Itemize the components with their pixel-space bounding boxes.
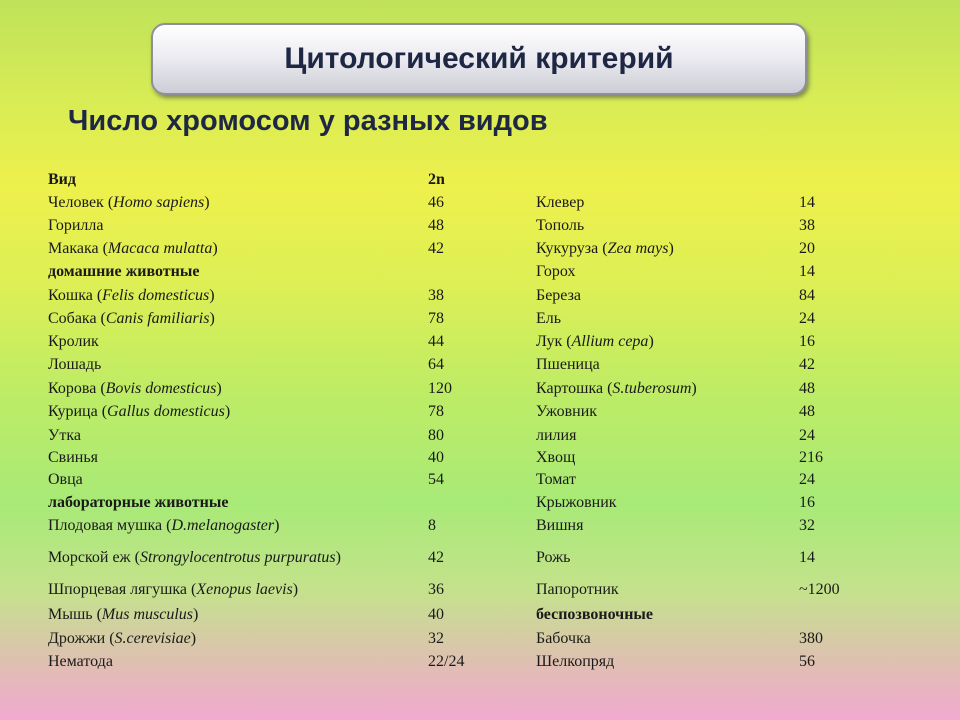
species-common-name: Береза: [536, 287, 582, 304]
left-chromosome-count: 22/24: [428, 653, 465, 670]
right-chromosome-count: 48: [799, 380, 815, 397]
left-chromosome-count: 32: [428, 630, 444, 647]
title-banner: [151, 23, 807, 95]
species-common-name: Горох: [536, 263, 576, 280]
left-chromosome-count: 46: [428, 194, 444, 211]
species-latin-close: ): [668, 240, 674, 257]
left-chromosome-count: 8: [428, 517, 436, 534]
species-common-name: Кукуруза (: [536, 240, 608, 257]
right-species-name: [536, 216, 584, 236]
left-species-name: [48, 309, 215, 329]
right-species-name: [536, 309, 561, 329]
left-chromosome-count: 44: [428, 333, 444, 350]
right-species-name: [536, 402, 597, 422]
left-chromosome-count: 64: [428, 356, 444, 373]
species-latin-name: Zea mays: [607, 240, 669, 257]
left-group-heading: [48, 262, 199, 282]
right-chromosome-count: 84: [799, 287, 815, 304]
left-species-name: [48, 402, 230, 422]
right-species-name: [536, 652, 614, 672]
species-common-name: Морской еж (: [48, 549, 140, 566]
right-species-name: [536, 470, 576, 490]
right-species-name: [536, 262, 575, 282]
species-latin-close: ): [190, 630, 197, 647]
right-species-name: [536, 332, 654, 352]
species-common-name: Вишня: [536, 517, 584, 534]
species-latin-close: ): [212, 240, 218, 257]
species-common-name: Томат: [536, 471, 576, 488]
left-species-name: [48, 193, 210, 213]
species-common-name: Собака (: [48, 310, 106, 327]
right-chromosome-count: 24: [799, 471, 815, 488]
species-common-name: Лук (: [536, 333, 572, 350]
species-common-name: Овца: [48, 471, 83, 488]
species-latin-close: ): [216, 380, 222, 397]
species-latin-name: Macaca mulatta: [107, 240, 213, 257]
right-chromosome-count: 216: [799, 449, 823, 466]
species-latin-close: ): [209, 287, 215, 304]
species-common-name: Шпорцевая лягушка (: [48, 581, 197, 598]
right-species-name: [536, 286, 581, 306]
species-common-name: Папоротник: [536, 581, 619, 598]
left-chromosome-count: 40: [428, 606, 444, 623]
species-latin-close: ): [292, 581, 299, 598]
species-latin-close: ): [209, 310, 215, 327]
left-species-name: [48, 355, 101, 375]
left-group-heading: [48, 493, 228, 513]
slide-subtitle: Число хромосом у разных видов: [68, 105, 548, 137]
species-latin-name: Allium cepa: [571, 333, 649, 350]
right-species-name: [536, 516, 583, 536]
species-common-name: Бабочка: [536, 630, 591, 647]
right-species-name: [536, 193, 584, 213]
species-latin-name: Mus musculus: [101, 606, 194, 623]
right-chromosome-count: 20: [799, 240, 815, 257]
species-common-name: Нематода: [48, 653, 113, 670]
species-latin-name: Homo sapiens: [113, 194, 205, 211]
left-species-name: [48, 548, 341, 568]
left-species-name: [48, 605, 198, 625]
species-common-name: домашние животные: [48, 263, 200, 280]
left-species-name: [48, 516, 279, 536]
species-common-name: лабораторные животные: [48, 494, 229, 511]
species-latin-name: Canis familiaris: [105, 310, 210, 327]
species-common-name: Клевер: [536, 194, 585, 211]
species-common-name: Рожь: [536, 549, 571, 566]
left-species-name: [48, 332, 99, 352]
left-species-name: [48, 629, 196, 649]
species-common-name: Тополь: [536, 217, 585, 234]
right-species-name: [536, 379, 697, 399]
species-common-name: Пшеница: [536, 356, 600, 373]
left-species-name: [48, 652, 113, 672]
species-common-name: Свинья: [48, 449, 99, 466]
left-chromosome-count: 120: [428, 380, 452, 397]
species-latin-close: ): [224, 403, 231, 420]
species-common-name: Мышь (: [48, 606, 102, 623]
right-species-name: [536, 493, 617, 513]
left-species-name: [48, 448, 98, 468]
species-common-name: Лошадь: [48, 356, 102, 373]
species-latin-name: D.melanogaster: [171, 517, 275, 534]
species-column-header: Вид: [48, 171, 76, 188]
species-common-name: Шелкопряд: [536, 653, 615, 670]
species-latin-name: S.tuberosum: [612, 380, 692, 397]
left-species-name: [48, 470, 83, 490]
right-chromosome-count: 16: [799, 494, 815, 511]
species-latin-close: ): [204, 194, 210, 211]
species-common-name: беспозвоночные: [536, 606, 654, 623]
species-common-name: Ужовник: [536, 403, 598, 420]
species-latin-name: Strongylocentrotus purpuratus: [139, 549, 336, 566]
species-latin-name: Bovis domesticus: [105, 380, 217, 397]
right-chromosome-count: 24: [799, 427, 815, 444]
right-chromosome-count: 48: [799, 403, 815, 420]
left-species-name: [48, 239, 218, 259]
species-common-name: Ель: [536, 310, 562, 327]
left-chromosome-count: 40: [428, 449, 444, 466]
right-chromosome-count: 42: [799, 356, 815, 373]
right-species-name: [536, 629, 591, 649]
right-species-name: [536, 355, 600, 375]
species-latin-name: Felis domesticus: [102, 287, 210, 304]
species-common-name: Корова (: [48, 380, 106, 397]
species-latin-close: ): [274, 517, 280, 534]
right-chromosome-count: 32: [799, 517, 815, 534]
left-chromosome-count: 42: [428, 240, 444, 257]
right-chromosome-count: ~1200: [799, 581, 840, 598]
left-chromosome-count: 78: [428, 403, 444, 420]
right-species-name: [536, 580, 619, 600]
species-common-name: Человек (: [48, 194, 114, 211]
right-chromosome-count: 16: [799, 333, 815, 350]
species-common-name: Курица (: [48, 403, 108, 420]
right-species-name: [536, 239, 674, 259]
species-common-name: Макака (: [48, 240, 108, 257]
species-latin-name: Xenopus laevis: [196, 581, 293, 598]
left-chromosome-count: 78: [428, 310, 444, 327]
left-chromosome-count: 42: [428, 549, 444, 566]
right-chromosome-count: 380: [799, 630, 823, 647]
species-latin-close: ): [691, 380, 697, 397]
right-chromosome-count: 38: [799, 217, 815, 234]
left-species-name: [48, 426, 81, 446]
species-latin-close: ): [648, 333, 654, 350]
left-chromosome-count: 36: [428, 581, 444, 598]
slide-title: Цитологический критерий: [284, 42, 674, 75]
right-species-name: [536, 448, 575, 468]
right-chromosome-count: 56: [799, 653, 815, 670]
right-chromosome-count: 14: [799, 263, 815, 280]
species-latin-name: S.cerevisiae: [114, 630, 191, 647]
left-species-name: [48, 379, 222, 399]
species-common-name: Дрожжи (: [48, 630, 115, 647]
species-common-name: Горилла: [48, 217, 104, 234]
right-species-name: [536, 426, 576, 446]
species-common-name: лилия: [536, 427, 577, 444]
left-chromosome-count: 80: [428, 427, 444, 444]
left-chromosome-count: 54: [428, 471, 444, 488]
species-common-name: Кролик: [48, 333, 99, 350]
left-species-name: [48, 580, 298, 600]
species-latin-close: ): [193, 606, 199, 623]
left-chromosome-count: 48: [428, 217, 444, 234]
species-common-name: Кошка (: [48, 287, 103, 304]
species-common-name: Крыжовник: [536, 494, 617, 511]
left-chromosome-count: 38: [428, 287, 444, 304]
species-common-name: Картошка (: [536, 380, 613, 397]
species-common-name: Плодовая мушка (: [48, 517, 172, 534]
left-species-name: [48, 216, 103, 236]
right-chromosome-count: 24: [799, 310, 815, 327]
right-group-heading: [536, 605, 653, 625]
right-chromosome-count: 14: [799, 194, 815, 211]
species-latin-close: ): [335, 549, 341, 566]
right-species-name: [536, 548, 570, 568]
chromosome-column-header: 2n: [428, 171, 445, 188]
species-common-name: Хвощ: [536, 449, 576, 466]
left-species-name: [48, 286, 215, 306]
right-chromosome-count: 14: [799, 549, 815, 566]
species-latin-name: Gallus domesticus: [107, 403, 225, 420]
species-common-name: Утка: [48, 427, 81, 444]
